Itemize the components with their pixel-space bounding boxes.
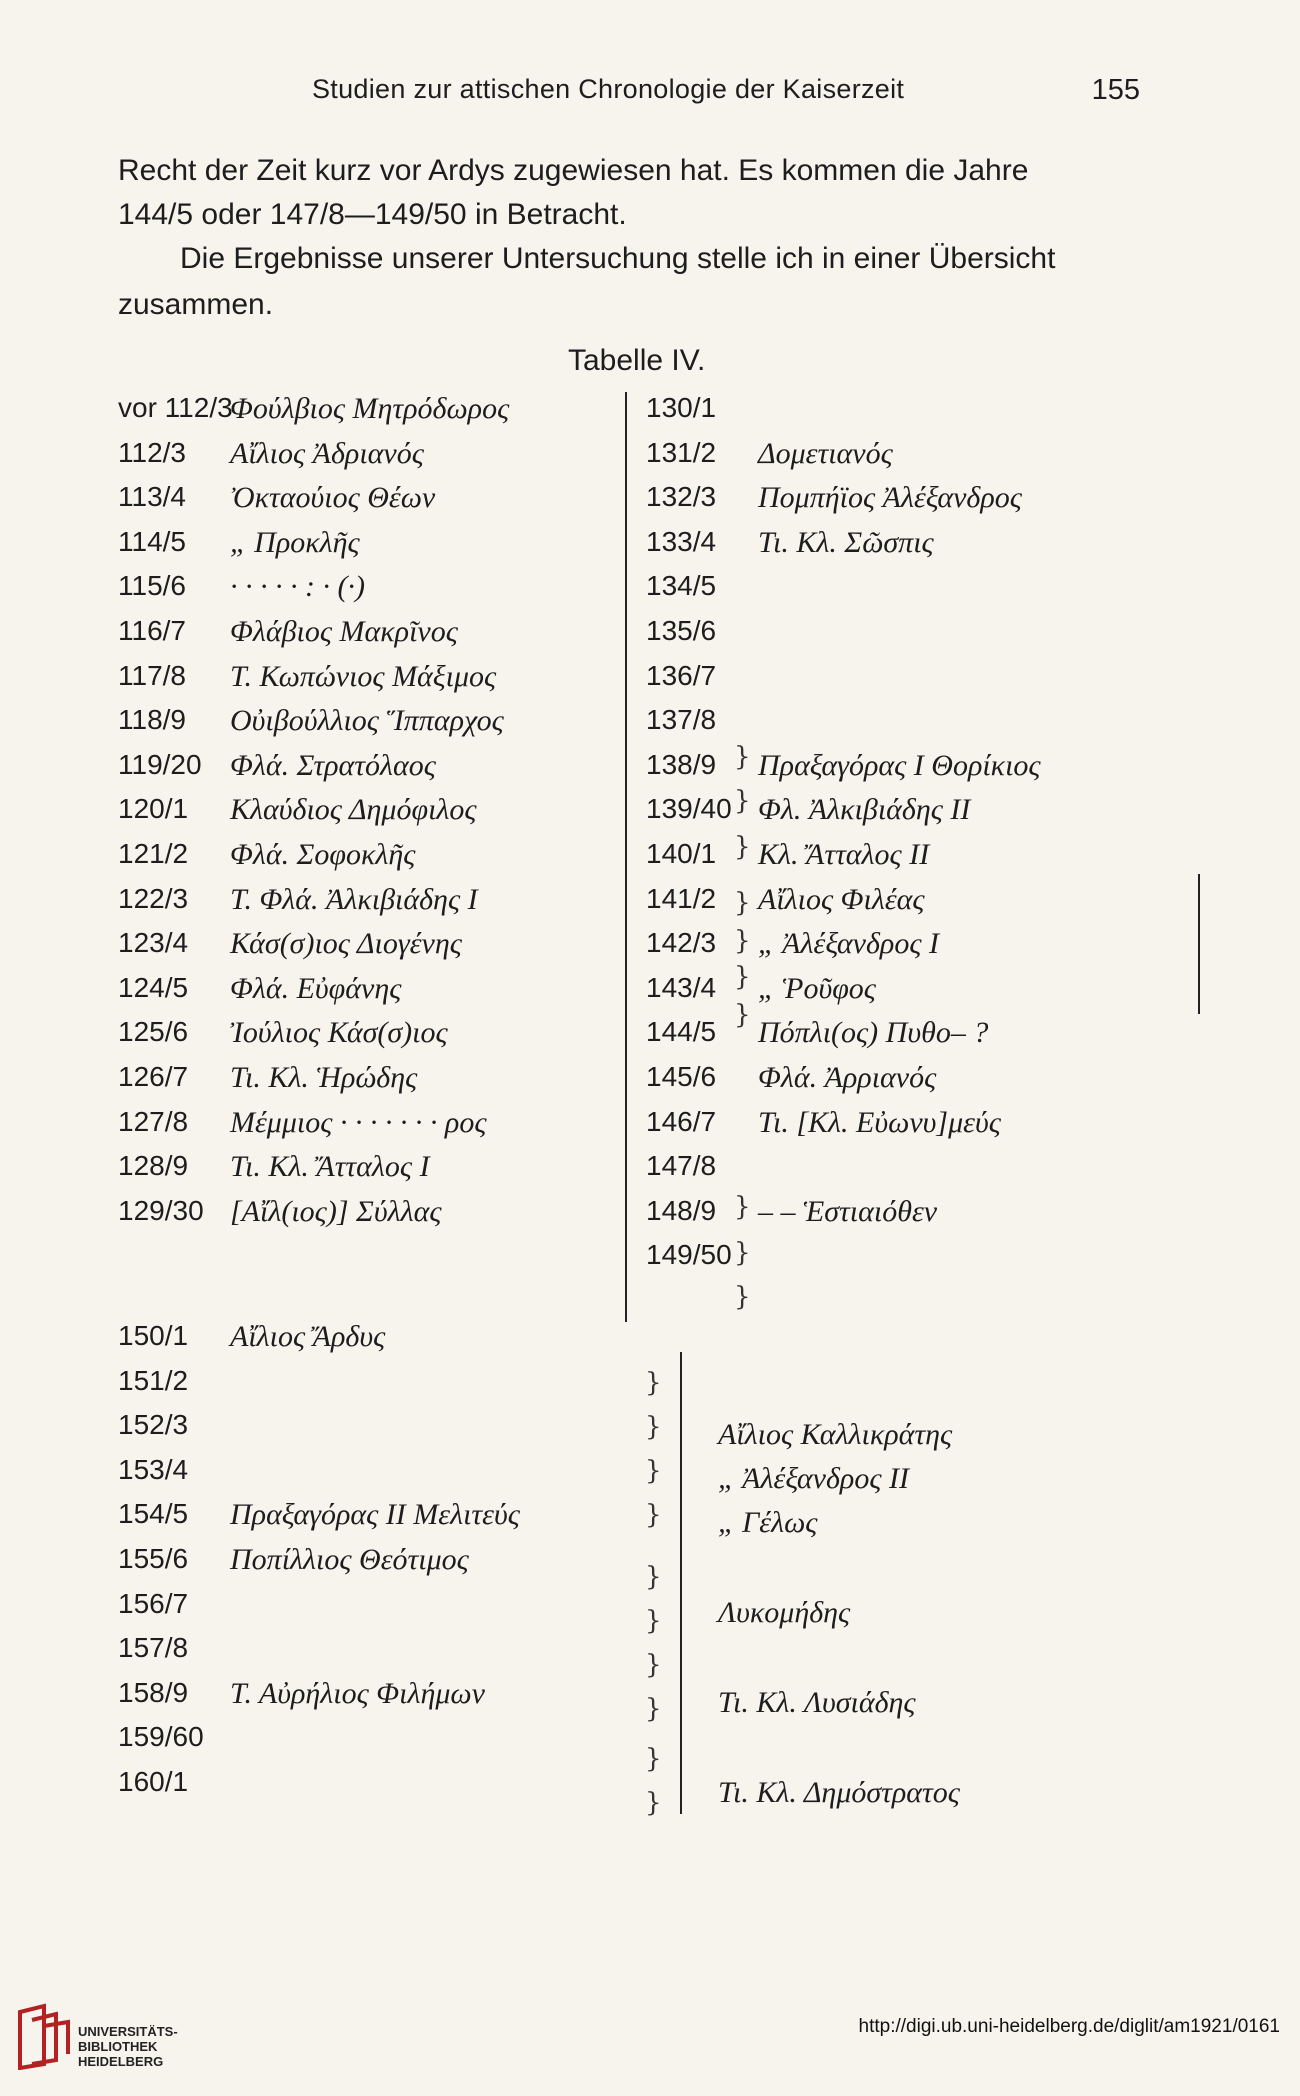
- archon-name-cell: Πόπλι(ος) Πυθο– ?: [758, 1016, 989, 1050]
- right-table-row: [0, 1239, 1300, 1283]
- right-table-row: [0, 570, 1300, 614]
- archon-name-cell: Πραξαγόρας Ι Θορίκιος: [758, 748, 1041, 782]
- year-cell: 116/7: [118, 615, 186, 646]
- year-cell: 144/5: [646, 1016, 717, 1048]
- library-name: UNIVERSITÄTS- BIBLIOTHEK HEIDELBERG: [78, 2024, 178, 2069]
- intro-line: Die Ergebnisse unserer Untersuchung stelle ich in einer Übersicht: [180, 242, 1056, 275]
- brace-mark: }: [734, 1000, 751, 1030]
- table-title: Tabelle IV.: [568, 344, 706, 377]
- library-logo-icon: [14, 2002, 74, 2070]
- archon-name-cell: Λυκομήδης: [718, 1596, 851, 1629]
- archon-name-cell: Αἴλιος Ἀδριανός: [230, 436, 424, 470]
- year-cell: 156/7: [118, 1587, 189, 1619]
- right-table-row: [0, 437, 1300, 481]
- archon-name-cell: Φλ. Ἀλκιβιάδης ΙΙ: [758, 793, 971, 827]
- year-cell: 125/6: [118, 1016, 189, 1048]
- brace-mark: }: [734, 962, 751, 992]
- year-cell: 153/4: [118, 1453, 189, 1485]
- archon-name-cell: Τι. Κλ. Ἄτταλος Ι: [230, 1150, 430, 1184]
- year-cell: 127/8: [118, 1105, 189, 1137]
- year-cell: 113/4: [118, 481, 186, 513]
- archon-name-cell: Αἴλιος Ἄρδυς: [230, 1320, 386, 1353]
- right-table-row: [0, 1150, 1300, 1194]
- year-cell: 149/50: [646, 1239, 732, 1271]
- right-table-row: [0, 838, 1300, 882]
- brace-mark: }: [645, 1456, 662, 1486]
- year-cell: 120/1: [118, 793, 189, 825]
- intro-line: Recht der Zeit kurz vor Ardys zugewiesen hat. Es kommen die Jahre: [118, 154, 1029, 187]
- archon-name-cell: Φλάβιος Μακρῖνος: [230, 615, 458, 648]
- year-cell: 141/2: [646, 882, 717, 914]
- year-cell: 138/9: [646, 748, 717, 780]
- archon-name-cell: Κλαύδιος Δημόφιλος: [230, 793, 477, 827]
- year-cell: 159/60: [118, 1721, 204, 1753]
- year-cell: 135/6: [646, 615, 717, 646]
- archon-name-cell: Τ. Φλά. Ἀλκιβιάδης Ι: [230, 882, 478, 916]
- bracket-line: [1198, 874, 1200, 1014]
- archon-name-cell: Ἰούλιος Κάσ(σ)ιος: [230, 1016, 448, 1050]
- year-cell: 151/2: [118, 1364, 189, 1396]
- archon-name-cell: Οὐιβούλλιος Ἵππαρχος: [230, 704, 504, 738]
- year-cell: 146/7: [646, 1105, 717, 1137]
- year-cell: 160/1: [118, 1766, 189, 1797]
- archon-name-cell: Ποπίλλιος Θεότιμος: [230, 1543, 469, 1576]
- intro-line: zusammen.: [118, 288, 274, 321]
- archon-name-cell: Τι. Κλ. Δημόστρατος: [718, 1776, 960, 1809]
- brace-mark: }: [645, 1606, 662, 1636]
- archon-name-cell: Τ. Κωπώνιος Μάξιμος: [230, 659, 497, 693]
- right-table-row: [0, 749, 1300, 793]
- brace-mark: }: [645, 1562, 662, 1592]
- year-cell: 157/8: [118, 1632, 189, 1664]
- archon-name-cell: Φλά. Στρατόλαος: [230, 748, 436, 782]
- brace-mark: }: [734, 888, 751, 918]
- year-cell: 131/2: [646, 436, 717, 468]
- brace-mark: }: [645, 1694, 662, 1724]
- archon-name-cell: Τι. [Κλ. Εὐωνυ]μεύς: [758, 1105, 1001, 1139]
- brace-mark: }: [734, 786, 751, 816]
- year-cell: 112/3: [118, 436, 186, 468]
- archon-name-cell: Δομετιανός: [758, 436, 893, 470]
- brace-mark: }: [645, 1788, 662, 1818]
- year-cell: 155/6: [118, 1543, 189, 1574]
- year-cell: 148/9: [646, 1194, 717, 1226]
- right-table-row: [0, 660, 1300, 704]
- year-cell: 140/1: [646, 838, 717, 869]
- year-cell: 152/3: [118, 1409, 189, 1441]
- year-cell: 147/8: [646, 1150, 717, 1182]
- archon-name-cell: Κάσ(σ)ιος Διογένης: [230, 927, 462, 961]
- year-cell: 143/4: [646, 971, 717, 1003]
- year-cell: 123/4: [118, 927, 189, 959]
- bracket-line: [680, 1352, 682, 1814]
- right-table-row: [0, 793, 1300, 837]
- archon-name-cell: Τ. Αὐρήλιος Φιλήμων: [230, 1676, 485, 1710]
- brace-mark: }: [734, 1282, 751, 1312]
- year-cell: 145/6: [646, 1061, 717, 1092]
- right-table-row: [0, 883, 1300, 927]
- year-cell: 137/8: [646, 704, 717, 736]
- archon-name-cell: „ Προκλῆς: [230, 525, 360, 559]
- year-cell: 129/30: [118, 1194, 204, 1226]
- archon-name-cell: Πομπήϊος Ἀλέξανδρος: [758, 481, 1022, 515]
- brace-mark: }: [645, 1744, 662, 1774]
- archon-name-cell: „ Γέλως: [718, 1506, 818, 1539]
- brace-mark: }: [734, 1192, 751, 1222]
- archon-name-cell: Αἴλιος Καλλικράτης: [718, 1418, 953, 1451]
- brace-mark: }: [645, 1412, 662, 1442]
- column-divider: [625, 392, 627, 1322]
- right-table-row: [0, 927, 1300, 971]
- right-table-row: [0, 704, 1300, 748]
- year-cell: 114/5: [118, 525, 186, 557]
- archon-name-cell: „ Ῥοῦφος: [758, 971, 876, 1005]
- archon-name-cell: Κλ. Ἄτταλος ΙΙ: [758, 838, 930, 871]
- archon-name-cell: Φλά. Εὐφάνης: [230, 971, 402, 1005]
- right-table-row: [0, 1195, 1300, 1239]
- running-title: Studien zur attischen Chronologie der Kaiserzeit: [312, 74, 905, 104]
- brace-mark: }: [645, 1500, 662, 1530]
- right-table-row: [0, 615, 1300, 659]
- brace-mark: }: [734, 832, 751, 862]
- year-cell: 139/40: [646, 793, 732, 825]
- archon-name-cell: „ Ἀλέξανδρος Ι: [758, 927, 939, 961]
- year-cell: 117/8: [118, 659, 186, 691]
- year-cell: 128/9: [118, 1150, 189, 1182]
- right-table-row: [0, 481, 1300, 525]
- brace-mark: }: [645, 1368, 662, 1398]
- year-cell: 115/6: [118, 570, 186, 602]
- brace-mark: }: [734, 926, 751, 956]
- year-cell: 124/5: [118, 971, 189, 1003]
- archon-name-cell: Φλά. Ἀρριανός: [758, 1061, 937, 1094]
- right-table-row: [0, 1061, 1300, 1105]
- source-url[interactable]: http://digi.ub.uni-heidelberg.de/diglit/am1921/0161: [858, 2016, 1280, 2037]
- archon-name-cell: Αἴλιος Φιλέας: [758, 882, 925, 916]
- year-cell: 118/9: [118, 704, 186, 736]
- year-cell: 122/3: [118, 882, 189, 914]
- year-cell: 132/3: [646, 481, 717, 513]
- right-table-row: [0, 392, 1300, 436]
- archon-name-cell: Ὀκταούιος Θέων: [230, 481, 436, 515]
- archon-name-cell: Φλά. Σοφοκλῆς: [230, 838, 416, 871]
- right-table-row: [0, 972, 1300, 1016]
- archon-name-cell: Τι. Κλ. Ἡρώδης: [230, 1061, 418, 1094]
- archon-name-cell: „ Ἀλέξανδρος ΙΙ: [718, 1462, 909, 1495]
- right-table-row: [0, 526, 1300, 570]
- archon-name-cell: · · · · · : · (·): [230, 570, 365, 604]
- archon-name-cell: Τι. Κλ. Λυσιάδης: [718, 1686, 916, 1719]
- year-cell: vor 112/3: [118, 392, 233, 423]
- right-table-row: [0, 1016, 1300, 1060]
- right-table-row: [0, 1106, 1300, 1150]
- year-cell: 142/3: [646, 927, 717, 959]
- year-cell: 126/7: [118, 1061, 189, 1092]
- year-cell: 150/1: [118, 1320, 189, 1351]
- archon-name-cell: Μέμμιος · · · · · · · ρος: [230, 1105, 487, 1139]
- intro-line: 144/5 oder 147/8—149/50 in Betracht.: [118, 198, 627, 231]
- brace-mark: }: [734, 1238, 751, 1268]
- brace-mark: }: [645, 1650, 662, 1680]
- year-cell: 136/7: [646, 659, 717, 691]
- archon-name-cell: Φούλβιος Μητρόδωρος: [230, 392, 510, 425]
- year-cell: 119/20: [118, 748, 202, 780]
- year-cell: 134/5: [646, 570, 717, 602]
- brace-mark: }: [734, 742, 751, 772]
- archon-name-cell: [Αἴλ(ιος)] Σύλλας: [230, 1194, 442, 1228]
- lower-table-row: [0, 1320, 1300, 1364]
- year-cell: 158/9: [118, 1676, 189, 1708]
- archon-name-cell: – – Ἑστιαιόθεν: [758, 1194, 938, 1228]
- year-cell: 154/5: [118, 1498, 189, 1530]
- page-header: [312, 74, 1140, 114]
- year-cell: 130/1: [646, 392, 717, 423]
- year-cell: 121/2: [118, 838, 189, 869]
- archon-name-cell: Πραξαγόρας ΙΙ Μελιτεύς: [230, 1498, 520, 1532]
- page-number: 155: [1091, 74, 1140, 106]
- year-cell: 133/4: [646, 525, 717, 557]
- archon-name-cell: Τι. Κλ. Σῶσπις: [758, 525, 934, 559]
